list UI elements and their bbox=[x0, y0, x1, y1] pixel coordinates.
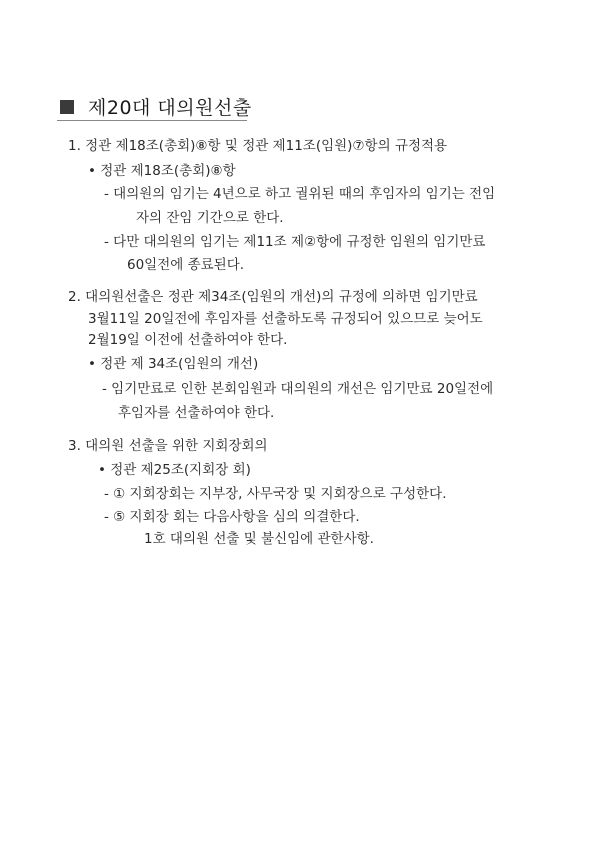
heading-underline bbox=[57, 120, 247, 121]
item-1-title: 1. 정관 제18조(총회)⑧항 및 정관 제11조(임원)⑦항의 규정적용 bbox=[68, 138, 448, 154]
item-1-line: - 다만 대의원의 임기는 제11조 제②항에 규정한 임원의 임기만료 bbox=[104, 234, 486, 250]
item-3-title: 3. 대의원 선출을 위한 지회장회의 bbox=[68, 438, 268, 454]
item-2-line: - 임기만료로 인한 본회임원과 대의원의 개선은 임기만료 20일전에 bbox=[102, 381, 494, 397]
item-2-bullet: • 정관 제 34조(임원의 개선) bbox=[88, 356, 259, 372]
item-1-line: 자의 잔임 기간으로 한다. bbox=[136, 210, 284, 226]
item-3-line: - ① 지회장회는 지부장, 사무국장 및 지회장으로 구성한다. bbox=[104, 486, 447, 502]
item-2-title-continued: 3월11일 20일전에 후임자를 선출하도록 규정되어 있으므로 늦어도 bbox=[88, 311, 483, 327]
item-1-bullet: • 정관 제18조(총회)⑧항 bbox=[88, 163, 236, 179]
item-2-line: 후임자를 선출하여야 한다. bbox=[118, 405, 275, 421]
item-3-bullet: • 정관 제25조(지회장 회) bbox=[98, 462, 251, 478]
item-2-title: 2. 대의원선출은 정관 제34조(임원의 개선)의 규정에 의하면 임기만료 bbox=[68, 289, 478, 305]
item-2-title-continued: 2월19일 이전에 선출하여야 한다. bbox=[88, 332, 288, 348]
filled-square-icon bbox=[60, 100, 74, 114]
item-1-line: 60일전에 종료된다. bbox=[127, 257, 245, 273]
item-3-line: 1호 대의원 선출 및 불신임에 관한사항. bbox=[144, 531, 374, 547]
page-title: 제20대 대의원선출 bbox=[88, 97, 252, 119]
section-heading bbox=[60, 93, 252, 120]
item-3-line: - ⑤ 지회장 회는 다음사항을 심의 의결한다. bbox=[104, 509, 360, 525]
item-1-line: - 대의원의 임기는 4년으로 하고 궐위된 때의 후임자의 임기는 전임 bbox=[104, 186, 496, 202]
